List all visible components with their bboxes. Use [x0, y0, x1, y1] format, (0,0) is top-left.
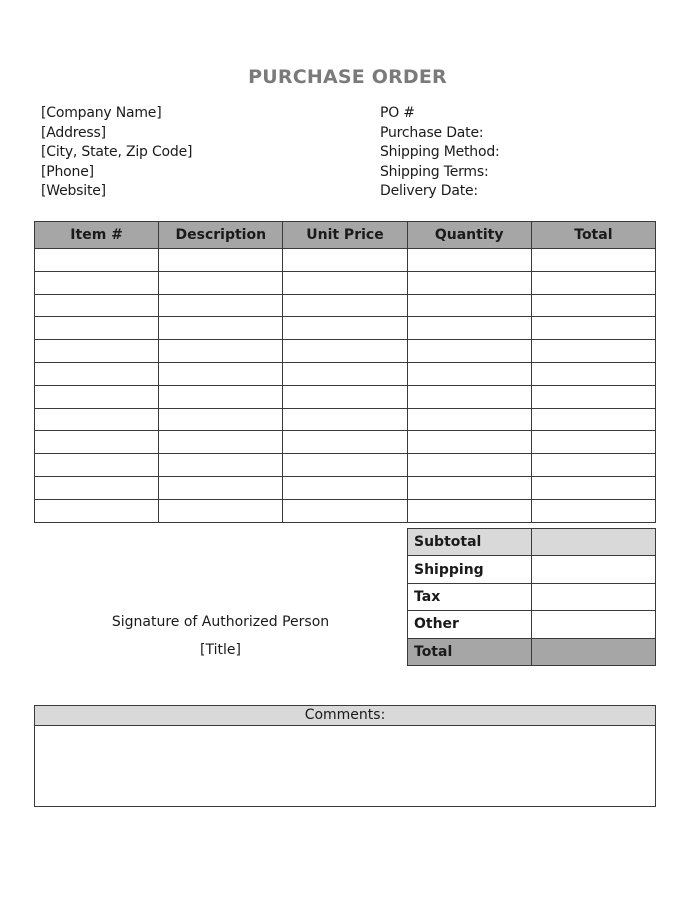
item-number-cell[interactable] — [35, 431, 159, 454]
company-city-state-zip: [City, State, Zip Code] — [41, 144, 193, 161]
description-cell[interactable] — [159, 385, 283, 408]
item-number-cell[interactable] — [35, 476, 159, 499]
item-number-cell[interactable] — [35, 317, 159, 340]
item-number-cell[interactable] — [35, 271, 159, 294]
items-header-row — [35, 222, 656, 249]
table-row — [35, 499, 656, 522]
company-phone: [Phone] — [41, 163, 94, 180]
quantity-cell[interactable] — [407, 340, 531, 363]
table-row — [35, 249, 656, 272]
description-cell[interactable] — [159, 454, 283, 477]
table-row — [35, 454, 656, 477]
po-number-label: PO # — [380, 105, 415, 121]
unit-price-cell[interactable] — [283, 408, 407, 431]
quantity-cell[interactable] — [407, 476, 531, 499]
comments-header: Comments: — [35, 706, 655, 726]
unit-price-cell[interactable] — [283, 317, 407, 340]
total-value[interactable] — [532, 638, 656, 665]
delivery-date-label: Delivery Date: — [380, 183, 478, 200]
quantity-cell[interactable] — [407, 385, 531, 408]
table-row — [35, 271, 656, 294]
unit-price-cell[interactable] — [283, 385, 407, 408]
signature-label: Signature of Authorized Person — [111, 614, 330, 630]
table-row — [35, 340, 656, 363]
subtotal-label: Subtotal — [408, 529, 532, 556]
shipping-method-label: Shipping Method: — [380, 144, 500, 161]
quantity-cell[interactable] — [407, 294, 531, 317]
unit-price-cell[interactable] — [283, 362, 407, 385]
table-row — [35, 408, 656, 431]
table-row — [35, 431, 656, 454]
column-header-description: Description — [159, 222, 283, 249]
quantity-cell[interactable] — [407, 271, 531, 294]
signature-title: [Title] — [200, 642, 241, 658]
description-cell[interactable] — [159, 340, 283, 363]
total-cell[interactable] — [531, 294, 655, 317]
quantity-cell[interactable] — [407, 408, 531, 431]
order-info — [380, 104, 500, 202]
item-number-cell[interactable] — [35, 249, 159, 272]
table-row — [35, 385, 656, 408]
total-cell[interactable] — [531, 340, 655, 363]
item-number-cell[interactable] — [35, 385, 159, 408]
other-label: Other — [408, 611, 532, 638]
description-cell[interactable] — [159, 271, 283, 294]
table-row — [35, 317, 656, 340]
comments-box — [34, 705, 656, 807]
item-number-cell[interactable] — [35, 408, 159, 431]
company-name: [Company Name] — [41, 105, 162, 121]
item-number-cell[interactable] — [35, 499, 159, 522]
item-number-cell[interactable] — [35, 362, 159, 385]
shipping-value[interactable] — [532, 556, 656, 583]
table-row — [35, 294, 656, 317]
summary-table — [407, 528, 656, 666]
total-cell[interactable] — [531, 499, 655, 522]
description-cell[interactable] — [159, 249, 283, 272]
description-cell[interactable] — [159, 431, 283, 454]
quantity-cell[interactable] — [407, 362, 531, 385]
total-cell[interactable] — [531, 385, 655, 408]
items-table — [34, 221, 656, 523]
tax-value[interactable] — [532, 583, 656, 610]
total-cell[interactable] — [531, 317, 655, 340]
unit-price-cell[interactable] — [283, 431, 407, 454]
summary-row-subtotal — [408, 529, 656, 556]
company-website: [Website] — [41, 183, 106, 200]
table-row — [35, 476, 656, 499]
description-cell[interactable] — [159, 408, 283, 431]
summary-row-other — [408, 611, 656, 638]
description-cell[interactable] — [159, 476, 283, 499]
description-cell[interactable] — [159, 317, 283, 340]
quantity-cell[interactable] — [407, 499, 531, 522]
company-address: [Address] — [41, 124, 106, 141]
total-cell[interactable] — [531, 249, 655, 272]
table-row — [35, 362, 656, 385]
total-cell[interactable] — [531, 454, 655, 477]
comments-field[interactable] — [35, 726, 655, 805]
item-number-cell[interactable] — [35, 294, 159, 317]
other-value[interactable] — [532, 611, 656, 638]
unit-price-cell[interactable] — [283, 271, 407, 294]
quantity-cell[interactable] — [407, 431, 531, 454]
unit-price-cell[interactable] — [283, 294, 407, 317]
total-cell[interactable] — [531, 476, 655, 499]
description-cell[interactable] — [159, 362, 283, 385]
column-header-quantity: Quantity — [407, 222, 531, 249]
quantity-cell[interactable] — [407, 454, 531, 477]
column-header-unit-price: Unit Price — [283, 222, 407, 249]
column-header-total: Total — [531, 222, 655, 249]
unit-price-cell[interactable] — [283, 499, 407, 522]
summary-row-tax — [408, 583, 656, 610]
total-cell[interactable] — [531, 362, 655, 385]
items-body — [35, 249, 656, 523]
total-cell[interactable] — [531, 431, 655, 454]
quantity-cell[interactable] — [407, 249, 531, 272]
total-label: Total — [408, 638, 532, 665]
total-cell[interactable] — [531, 271, 655, 294]
tax-label: Tax — [408, 583, 532, 610]
quantity-cell[interactable] — [407, 317, 531, 340]
summary-row-shipping — [408, 556, 656, 583]
page-title: PURCHASE ORDER — [248, 66, 447, 88]
item-number-cell[interactable] — [35, 454, 159, 477]
shipping-label: Shipping — [408, 556, 532, 583]
column-header-item-number: Item # — [35, 222, 159, 249]
unit-price-cell[interactable] — [283, 476, 407, 499]
item-number-cell[interactable] — [35, 340, 159, 363]
subtotal-value[interactable] — [532, 529, 656, 556]
unit-price-cell[interactable] — [283, 454, 407, 477]
company-info — [41, 104, 192, 202]
description-cell[interactable] — [159, 294, 283, 317]
total-cell[interactable] — [531, 408, 655, 431]
unit-price-cell[interactable] — [283, 249, 407, 272]
unit-price-cell[interactable] — [283, 340, 407, 363]
summary-row-total — [408, 638, 656, 665]
description-cell[interactable] — [159, 499, 283, 522]
shipping-terms-label: Shipping Terms: — [380, 163, 489, 180]
purchase-date-label: Purchase Date: — [380, 124, 484, 141]
